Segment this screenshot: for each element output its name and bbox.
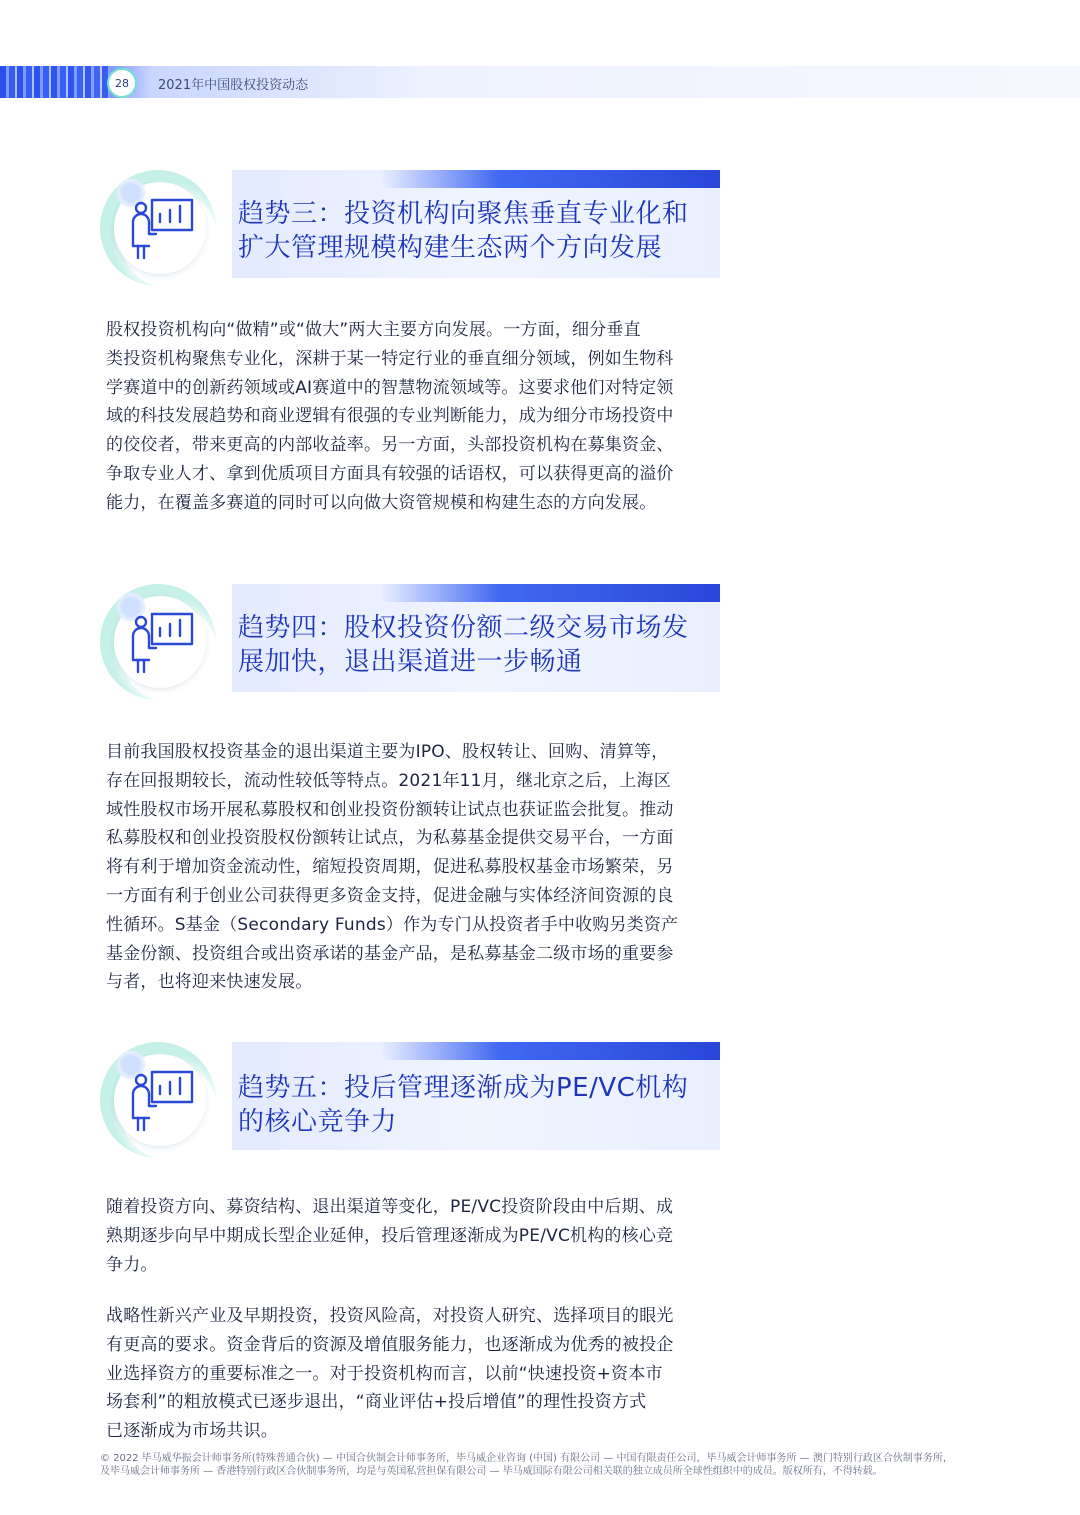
heading-line-2: 的核心竞争力	[238, 1107, 398, 1137]
section-3-paragraph: 股权投资机构向“做精”或“做大”两大主要方向发展。一方面，细分垂直 类投资机构聚焦专业化，深耕于某一特定行业的垂直细分领域，例如生物科 学赛道中的创新药领域或AI赛道中的智慧物流领域等。这要求他们对特定领 域的科技发展趋势和商业逻辑有很强的专业判断能力，成为细分市场投资中 的佼佼者，带来更高的内部收益率。另一方面，头部投资机构在募集资金、 争取专业人才、拿到优质项目方面具有较强的话语权，可以获得更高的溢价 能力，在覆盖多赛道的同时可以向做大资管规模和构建生态的方向发展。	[106, 320, 674, 513]
presenter-chart-icon	[126, 1064, 198, 1136]
section-4-paragraph: 目前我国股权投资基金的退出渠道主要为IPO、股权转让、回购、清算等， 存在回报期较长，流动性较低等特点。2021年11月，继北京之后，上海区 域性股权市场开展私募股权和创业投资份额转让试点也获证监会批复。推动 私募股权和创业投资股权份额转让试点，为私募基金提供交易平台，一方面 将有利于增加资金流动性，缩短投资周期，促进私募股权基金市场繁荣，另 一方面有利于创业公司获得更多资金支持，促进金融与实体经济间资源的良 性循环。S基金（Secondary Funds）作为专门从投资者手中收购另类资产 基金份额、投资组合或出资承诺的基金产品，是私募基金二级市场的重要参 与者，也将迎来快速发展。	[106, 742, 679, 993]
section-5-paragraph-1: 随着投资方向、募资结构、退出渠道等变化，PE/VC投资阶段由中后期、成 熟期逐步向早中期成长型企业延伸，投后管理逐渐成为PE/VC机构的核心竞 争力。	[106, 1197, 674, 1275]
section-heading-trend-5	[100, 1042, 720, 1170]
heading-line-1: 趋势五：投后管理逐渐成为PE/VC机构	[238, 1073, 689, 1103]
section-heading-trend-3	[100, 170, 720, 298]
heading-line-2: 展加快，退出渠道进一步畅通	[238, 647, 583, 677]
heading-line-2: 扩大管理规模构建生态两个方向发展	[238, 233, 663, 263]
section-5-paragraph-2: 战略性新兴产业及早期投资，投资风险高，对投资人研究、选择项目的眼光 有更高的要求。资金背后的资源及增值服务能力，也逐渐成为优秀的被投企 业选择资方的重要标准之一。对于投资机构而言，以前“快速投资+资本市 场套利”的粗放模式已逐步退出，“商业评估+投后增值”的理性投资方式 已逐渐成为市场共识。	[106, 1306, 674, 1442]
heading-line-1: 趋势三：投资机构向聚焦垂直专业化和	[238, 199, 689, 229]
heading-line-1: 趋势四：股权投资份额二级交易市场发	[238, 613, 689, 643]
document-title: 2021年中国股权投资动态	[158, 78, 309, 93]
presenter-chart-icon	[126, 192, 198, 264]
copyright-footer: © 2022 毕马威华振会计师事务所(特殊普通合伙) — 中国合伙制会计师事务所，毕马威企业咨询 (中国) 有限公司 — 中国有限责任公司，毕马威会计师事务所 — 澳门特别行政区合伙制事务所， 及毕马威会计师事务所 — 香港特别行政区合伙制事务所，均是与英国私营担保有限公司 — 毕马威国际有限公司相关联的独立成员所全球性组织中的成员。版权所有，不得转载。	[100, 1453, 953, 1477]
page-number-badge: 28	[107, 68, 137, 98]
presenter-chart-icon	[126, 606, 198, 678]
section-heading-trend-4	[100, 584, 720, 712]
